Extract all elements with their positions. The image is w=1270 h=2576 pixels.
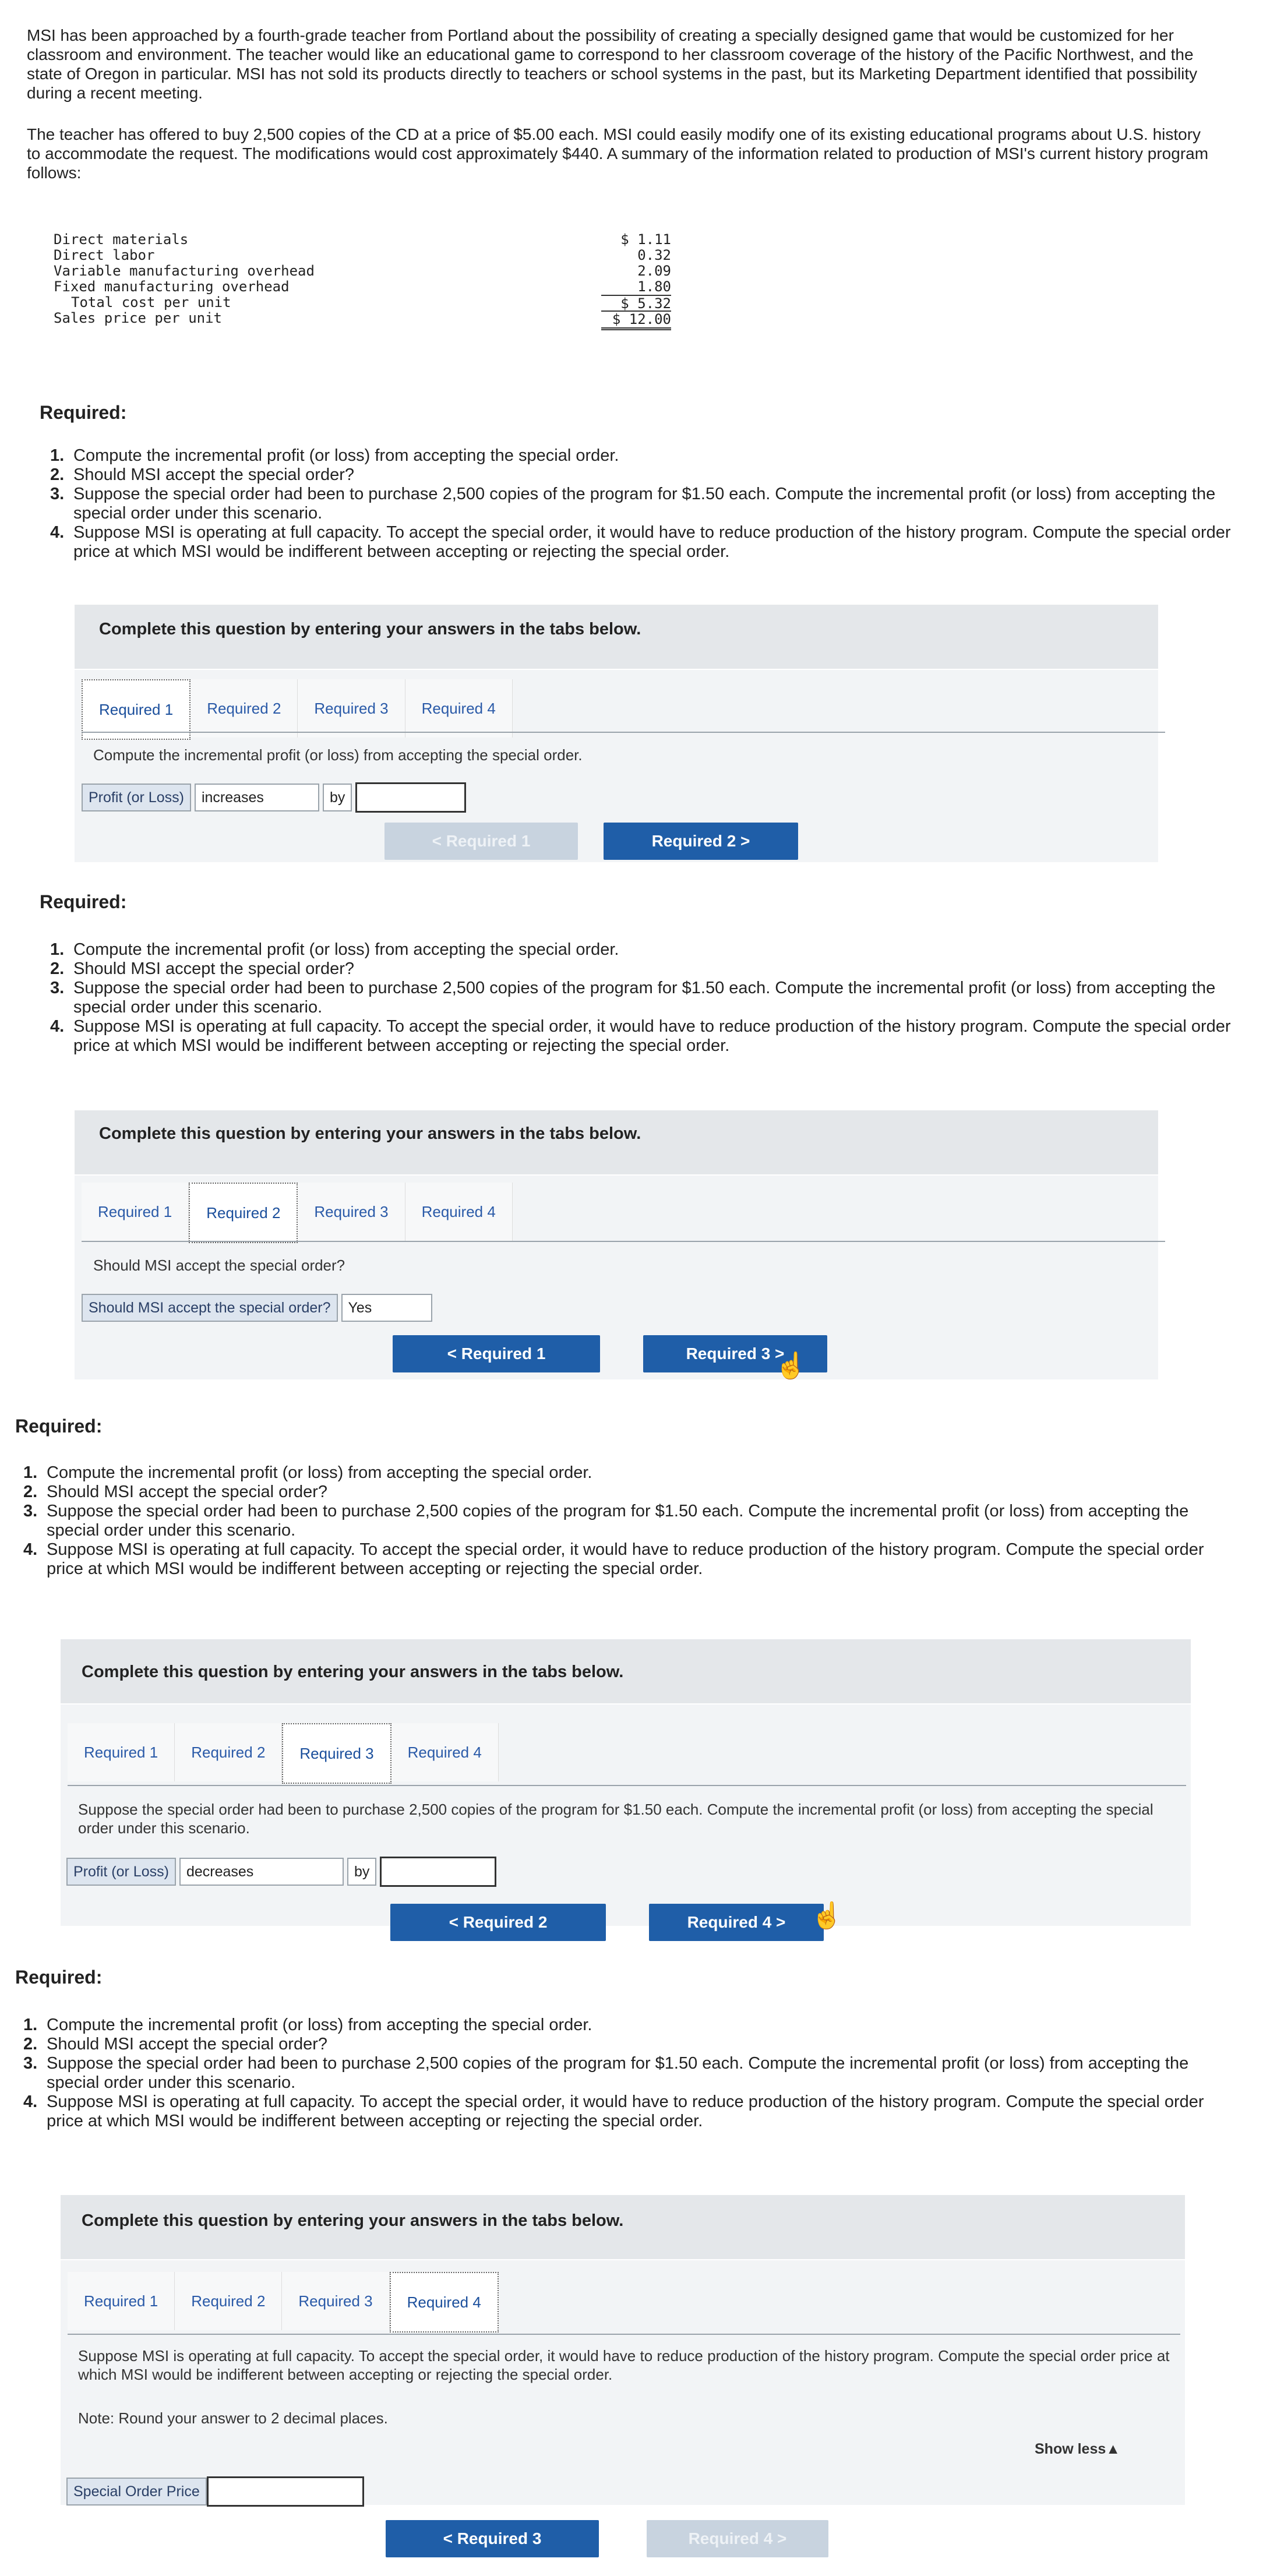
- required-item-text: Suppose the special order had been to purchase 2,500 copies of the program for $1.50 each. Compute the incremental profit (or loss) from accepting the special order under this scenario.: [73, 485, 1216, 523]
- answer-row: [82, 1294, 432, 1321]
- problem-intro: [27, 26, 1215, 204]
- tab-required-4[interactable]: Required 4: [391, 1723, 499, 1781]
- required-item: [50, 465, 1250, 485]
- by-label: by: [347, 1858, 376, 1886]
- prev-required-button[interactable]: < Required 3: [386, 2520, 599, 2557]
- tab-required-4[interactable]: Required 4: [390, 2272, 499, 2332]
- required-item-number: 2.: [50, 959, 65, 978]
- field-label: Profit (or Loss): [82, 784, 191, 811]
- panel-title: Complete this question by entering your answers in the tabs below.: [82, 1663, 624, 1681]
- required-item-text: Compute the incremental profit (or loss) from accepting the special order.: [73, 446, 619, 465]
- field-label: Should MSI accept the special order?: [82, 1294, 338, 1322]
- tab-required-3[interactable]: Required 3: [282, 2272, 389, 2330]
- tab-bar: [68, 1723, 499, 1781]
- required-item-number: 3.: [23, 2054, 38, 2073]
- tab-required-2[interactable]: Required 2: [190, 679, 298, 737]
- hand-pointer-icon: ☝: [811, 1901, 843, 1930]
- tab-required-2[interactable]: Required 2: [189, 1183, 298, 1243]
- required-item: [23, 1483, 1223, 1502]
- required-list: [23, 2016, 1223, 2131]
- next-required-button[interactable]: Required 4 >: [647, 2520, 828, 2557]
- required-item-number: 2.: [50, 465, 65, 484]
- tab-bar: [68, 2272, 499, 2330]
- tab-required-4[interactable]: Required 4: [405, 1183, 513, 1241]
- required-item-number: 4.: [50, 523, 65, 542]
- tab-required-4[interactable]: Required 4: [405, 679, 513, 737]
- question-text: Suppose the special order had been to purchase 2,500 copies of the program for $1.50 each. Compute the incremental profit (or loss) from accepting the special order under this scenario.: [78, 1801, 1153, 1837]
- required-item: [23, 2016, 1223, 2035]
- required-item: [23, 1463, 1223, 1483]
- answer-row: [66, 2478, 364, 2505]
- required-item-number: 1.: [23, 2016, 38, 2034]
- required-item-text: Suppose the special order had been to purchase 2,500 copies of the program for $1.50 each. Compute the incremental profit (or loss) from accepting the special order under this scenario.: [47, 2054, 1189, 2092]
- cost-label: Total cost per unit: [71, 294, 231, 310]
- tab-required-1[interactable]: Required 1: [68, 2272, 175, 2330]
- field-label: Profit (or Loss): [66, 1858, 176, 1886]
- required-item: [50, 940, 1250, 959]
- required-item-text: Suppose MSI is operating at full capacity. To accept the special order, it would have to reduce production of the history program. Compute the special order price at which MSI would be indifferent between accepting or rejecting the special order.: [73, 523, 1231, 561]
- required-item-text: Should MSI accept the special order?: [47, 1483, 327, 1501]
- panel-title: Complete this question by entering your answers in the tabs below.: [82, 2211, 624, 2230]
- tab-bar: [82, 1183, 513, 1241]
- question-text: Compute the incremental profit (or loss) from accepting the special order.: [93, 746, 583, 764]
- required-item: [50, 1017, 1250, 1056]
- field-label: Special Order Price: [66, 2478, 207, 2506]
- intro-paragraph-2: The teacher has offered to buy 2,500 copies of the CD at a price of $5.00 each. MSI could easily modify one of its existing educational programs about U.S. history to accommodate the request. The modifications would cost approximately $440. A summary of the information related to production of MSI's current history program follows:: [27, 125, 1209, 182]
- required-item-number: 3.: [50, 979, 65, 997]
- cost-value: 0.32: [637, 247, 671, 263]
- tab-divider: [82, 1241, 1165, 1242]
- accept-order-select[interactable]: Yes: [341, 1294, 432, 1322]
- tab-bar: [82, 679, 513, 737]
- cost-value: $ 12.00: [601, 310, 671, 330]
- required-item-number: 2.: [23, 2035, 38, 2053]
- cost-value: 1.80: [637, 278, 671, 295]
- required-item: [50, 446, 1250, 465]
- required-item: [23, 2035, 1223, 2054]
- cost-value: $ 1.11: [620, 231, 671, 248]
- cost-label: Variable manufacturing overhead: [54, 263, 315, 279]
- cost-label: Fixed manufacturing overhead: [54, 278, 290, 295]
- required-item-text: Compute the incremental profit (or loss) from accepting the special order.: [47, 1463, 592, 1482]
- show-less-link[interactable]: Show less▲: [1035, 2441, 1121, 2457]
- rounding-note: Note: Round your answer to 2 decimal places.: [78, 2409, 388, 2427]
- cost-row-total: [54, 295, 671, 310]
- tab-required-3[interactable]: Required 3: [282, 1723, 391, 1784]
- required-item: [50, 959, 1250, 979]
- tab-required-1[interactable]: Required 1: [82, 1183, 189, 1241]
- tab-required-2[interactable]: Required 2: [175, 2272, 282, 2330]
- required-list: [50, 446, 1250, 562]
- required-item: [23, 2054, 1223, 2092]
- prev-required-button[interactable]: < Required 1: [393, 1335, 600, 1372]
- next-required-button[interactable]: Required 3 >: [643, 1335, 827, 1372]
- required-item-text: Compute the incremental profit (or loss) from accepting the special order.: [47, 2016, 592, 2034]
- cost-row-price: [54, 310, 671, 326]
- required-list: [50, 940, 1250, 1056]
- cost-summary-table: [54, 232, 671, 326]
- tab-divider: [68, 2334, 1180, 2335]
- required-item-number: 4.: [50, 1017, 65, 1036]
- required-item-number: 3.: [23, 1502, 38, 1520]
- cost-value: 2.09: [637, 263, 671, 279]
- profit-amount-input[interactable]: [380, 1857, 496, 1887]
- cost-value: $ 5.32: [601, 295, 671, 312]
- required-heading: Required:: [15, 1967, 103, 1988]
- required-item: [23, 1502, 1223, 1540]
- required-item-number: 1.: [50, 940, 65, 959]
- required-item-number: 1.: [50, 446, 65, 465]
- required-item-text: Should MSI accept the special order?: [73, 959, 354, 978]
- tab-required-3[interactable]: Required 3: [298, 1183, 405, 1241]
- required-item: [23, 1540, 1223, 1579]
- required-item-text: Compute the incremental profit (or loss) from accepting the special order.: [73, 940, 619, 959]
- required-item: [50, 485, 1250, 523]
- required-item-text: Suppose the special order had been to purchase 2,500 copies of the program for $1.50 each. Compute the incremental profit (or loss) from accepting the special order under this scenario.: [47, 1502, 1189, 1540]
- intro-paragraph-1: MSI has been approached by a fourth-grade teacher from Portland about the possibility of creating a specially designed game that would be customized for her classroom and environment. The teacher would like an educational game to correspond to her classroom coverage of the history of the Pacific Northwest, and the state of Oregon in particular. MSI has not sold its products directly to teachers or school systems in the past, but its Marketing Department identified that possibility during a recent meeting.: [27, 26, 1198, 102]
- panel-title: Complete this question by entering your answers in the tabs below.: [99, 1124, 641, 1143]
- answer-row: [82, 784, 466, 811]
- cost-label: Direct labor: [54, 247, 155, 263]
- tab-required-3[interactable]: Required 3: [298, 679, 405, 737]
- cost-label: Sales price per unit: [54, 310, 222, 326]
- required-item-number: 4.: [23, 2092, 38, 2111]
- cost-row: [54, 248, 671, 263]
- required-item-text: Suppose MSI is operating at full capacity. To accept the special order, it would have to reduce production of the history program. Compute the special order price at which MSI would be indifferent between accepting or rejecting the special order.: [47, 1540, 1204, 1578]
- required-heading: Required:: [40, 891, 127, 912]
- next-required-button[interactable]: Required 2 >: [604, 823, 798, 860]
- by-label: by: [323, 784, 352, 811]
- required-item-text: Suppose MSI is operating at full capacity. To accept the special order, it would have to reduce production of the history program. Compute the special order price at which MSI would be indifferent between accepting or rejecting the special order.: [73, 1017, 1231, 1055]
- cost-row: [54, 232, 671, 248]
- special-order-price-input[interactable]: [207, 2476, 364, 2507]
- question-text: Suppose MSI is operating at full capacity. To accept the special order, it would have to reduce production of the history program. Compute the special order price at which MSI would be indifferent between accepting or rejecting the special order.: [78, 2347, 1170, 2383]
- required-heading: Required:: [40, 402, 127, 423]
- tab-divider: [68, 1785, 1186, 1786]
- required-item-number: 2.: [23, 1483, 38, 1501]
- required-item-number: 4.: [23, 1540, 38, 1559]
- required-item-text: Should MSI accept the special order?: [47, 2035, 327, 2053]
- panel-title: Complete this question by entering your answers in the tabs below.: [99, 620, 641, 638]
- profit-direction-select[interactable]: decreases: [179, 1858, 344, 1886]
- required-item-number: 1.: [23, 1463, 38, 1482]
- cost-label: Direct materials: [54, 231, 189, 248]
- required-item: [23, 2092, 1223, 2131]
- cost-row: [54, 263, 671, 279]
- required-heading: Required:: [15, 1416, 103, 1437]
- cost-row: [54, 279, 671, 295]
- next-required-button[interactable]: Required 4 >: [649, 1904, 824, 1941]
- tab-required-1[interactable]: Required 1: [82, 679, 190, 740]
- tab-required-2[interactable]: Required 2: [175, 1723, 282, 1781]
- required-item-text: Should MSI accept the special order?: [73, 465, 354, 484]
- profit-amount-input[interactable]: [355, 782, 466, 813]
- tab-required-1[interactable]: Required 1: [68, 1723, 175, 1781]
- required-item: [50, 523, 1250, 562]
- answer-row: [66, 1858, 496, 1885]
- hand-pointer-icon: ☝: [775, 1351, 807, 1380]
- required-item-number: 3.: [50, 485, 65, 503]
- question-text: Should MSI accept the special order?: [93, 1257, 345, 1274]
- prev-required-button[interactable]: < Required 2: [390, 1904, 606, 1941]
- required-list: [23, 1463, 1223, 1579]
- prev-required-button[interactable]: < Required 1: [384, 823, 578, 860]
- required-item-text: Suppose the special order had been to purchase 2,500 copies of the program for $1.50 each. Compute the incremental profit (or loss) from accepting the special order under this scenario.: [73, 979, 1216, 1017]
- tab-divider: [82, 732, 1165, 733]
- profit-direction-select[interactable]: increases: [195, 784, 319, 811]
- required-item: [50, 979, 1250, 1017]
- required-item-text: Suppose MSI is operating at full capacity. To accept the special order, it would have to reduce production of the history program. Compute the special order price at which MSI would be indifferent between accepting or rejecting the special order.: [47, 2092, 1204, 2130]
